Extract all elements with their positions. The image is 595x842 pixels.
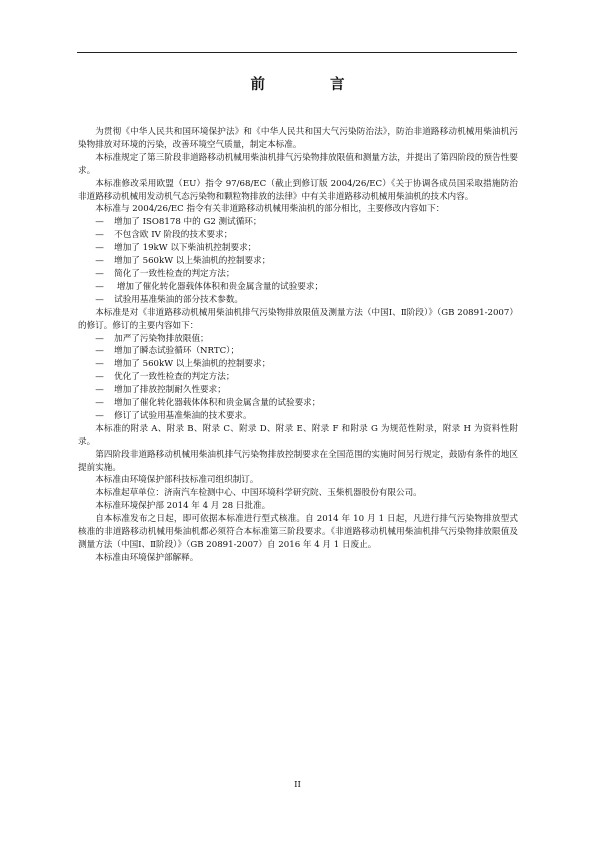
list-item-text: 加严了污染物排放限值； — [114, 333, 209, 344]
paragraph: 本标准由环境保护部解释。 — [95, 552, 199, 563]
paragraph: 本标准修改采用欧盟（EU）指令 97/68/EC（截止到修订版 2004/26/EC）《关于协调各成员国采取措施防治非道路移动机械用发动机气态污染物和颗粒物排放的法律》中有关非道路移动机械用柴油机的技术内容。 — [78, 178, 518, 202]
list-item-text: 试验用基准柴油的部分技术参数。 — [114, 294, 244, 305]
list-item — [78, 216, 518, 229]
list-item — [78, 345, 518, 358]
list-dash: — — [95, 333, 104, 344]
list-item — [78, 242, 518, 255]
paragraph: 自本标准发布之日起，即可依据本标准进行型式核准。自 2014 年 10 月 1 日起，凡进行排气污染物排放型式核准的非道路移动机械用柴油机都必须符合本标准第三阶段要求。《非道路移动机械用柴油机排气污染物排放限值及测量方法（中国Ⅰ、Ⅱ阶段）》（GB 20891-2007）自 2016 年 4 月 1 日废止。 — [78, 514, 518, 550]
list-dash: — — [95, 398, 104, 409]
list-dash: — — [95, 243, 104, 254]
list-item-text: 简化了一致性检查的判定方法； — [114, 268, 235, 279]
list-item-text: 增加了催化转化器载体体积和贵金属含量的试验要求； — [114, 398, 321, 409]
list-dash: — — [95, 372, 104, 383]
list-item-text: 修订了试验用基准柴油的技术要求。 — [114, 410, 252, 421]
list-item-text: 增加了 19kW 以下柴油机控制要求； — [114, 243, 257, 254]
list-item-text: 增加了排放控制耐久性要求； — [114, 385, 226, 396]
list-dash: — — [95, 294, 104, 305]
list-dash: — — [95, 410, 104, 421]
list-item — [78, 281, 518, 294]
paragraph: 第四阶段非道路移动机械用柴油机排气污染物排放控制要求在全国范围的实施时间另行规定，鼓励有条件的地区提前实施。 — [78, 449, 518, 473]
document-body — [78, 126, 518, 565]
paragraph: 本标准与 2004/26/EC 指令有关非道路移动机械用柴油机的部分相比，主要修改内容如下： — [95, 204, 445, 215]
list-item — [78, 358, 518, 371]
list-item-text: 增加了 560kW 以上柴油机的控制要求； — [114, 256, 271, 267]
list-item-text: 增加了 560kW 以上柴油机的控制要求； — [114, 359, 271, 370]
paragraph: 本标准的附录 A、附录 B、附录 C、附录 D、附录 E、附录 F 和附录 G 为规范性附录，附录 H 为资料性附录。 — [78, 423, 518, 447]
list-item-text: 优化了一致性检查的判定方法； — [114, 372, 235, 383]
list-dash: — — [95, 217, 104, 228]
list-item — [78, 371, 518, 384]
page-title: 前 言 — [250, 77, 375, 93]
page-number: II — [294, 780, 301, 790]
list-dash: — — [95, 256, 104, 267]
list-item-text: 增加了瞬态试验循环（NRTC）； — [114, 346, 240, 357]
list-item — [78, 229, 518, 242]
list-item — [78, 384, 518, 397]
list-item — [78, 255, 518, 268]
list-item — [78, 294, 518, 307]
list-dash: — — [95, 230, 104, 241]
list-dash: — — [95, 385, 104, 396]
paragraph: 为贯彻《中华人民共和国环境保护法》和《中华人民共和国大气污染防治法》，防治非道路移动机械用柴油机污染物排放对环境的污染，改善环境空气质量，制定本标准。 — [78, 127, 518, 150]
list-item — [78, 397, 518, 410]
paragraph: 本标准是对《非道路移动机械用柴油机排气污染物排放限值及测量方法（中国Ⅰ、Ⅱ阶段）》（GB 20891-2007）的修订。修订的主要内容如下： — [78, 307, 518, 331]
paragraph: 本标准规定了第三阶段非道路移动机械用柴油机排气污染物排放限值和测量方法，并提出了第四阶段的预告性要求。 — [78, 152, 518, 176]
list-dash: — — [95, 281, 104, 292]
paragraph: 本标准起草单位：济南汽车检测中心、中国环境科学研究院、玉柴机器股份有限公司。 — [95, 488, 422, 499]
list-item — [78, 268, 518, 281]
list-item-text: 增加了催化转化器载体体积和贵金属含量的试验要求； — [114, 281, 324, 292]
list-item-text: 增加了 ISO8178 中的 G2 测试循环； — [114, 217, 262, 228]
list-item — [78, 410, 518, 423]
list-dash: — — [95, 346, 104, 357]
list-dash: — — [95, 359, 104, 370]
list-item — [78, 333, 518, 346]
paragraph: 本标准环境保护部 2014 年 4 月 28 日批准。 — [95, 501, 271, 512]
paragraph: 本标准由环境保护部科技标准司组织制订。 — [95, 475, 259, 486]
list-dash: — — [95, 268, 104, 279]
header-rule — [77, 52, 517, 53]
list-item-text: 不包含欧 IV 阶段的技术要求； — [114, 230, 233, 241]
